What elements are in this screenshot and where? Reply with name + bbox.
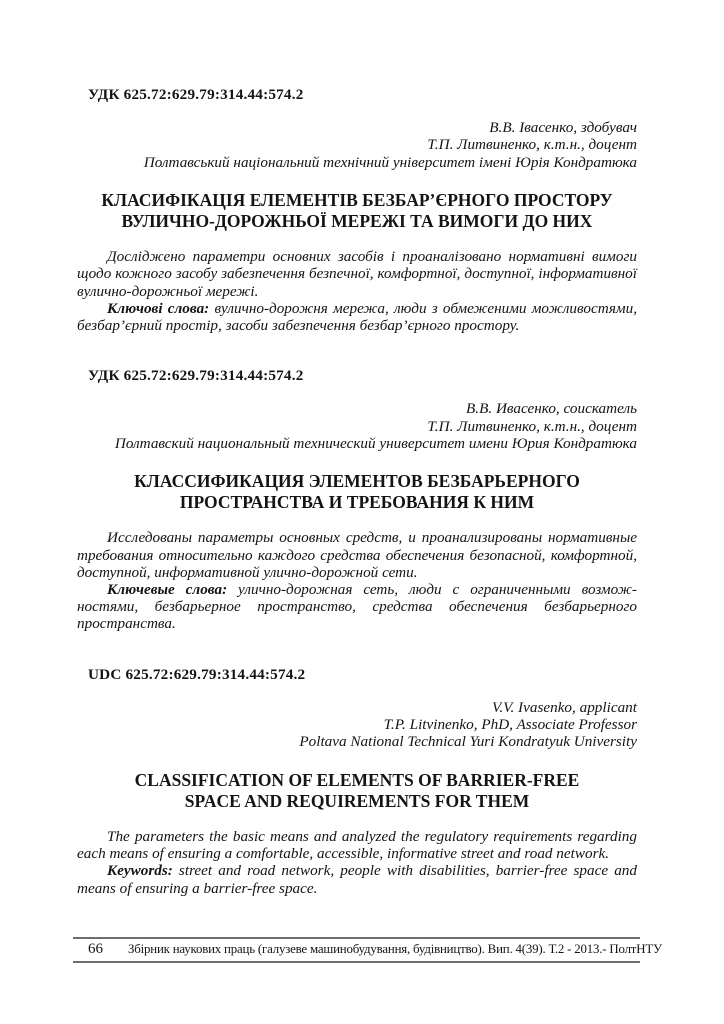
authors-block (77, 699, 637, 751)
paper-section (77, 666, 637, 897)
keywords (77, 581, 637, 633)
keyword-line: Ключевые слова: улично-дорожная сеть, люди с ограниченными возмож- (107, 581, 637, 599)
udc-code: УДК 625.72:629.79:314.44:574.2 (88, 86, 304, 103)
author-line: Полтавський національний технічний університет імені Юрія Кондратюка (143, 153, 637, 171)
title-line: ВУЛИЧНО-ДОРОЖНЬОЇ МЕРЕЖІ ТА ВИМОГИ ДО НИХ (121, 211, 593, 232)
keywords-label: Ключевые слова: (107, 581, 228, 599)
keywords-label: Keywords: (107, 862, 173, 880)
author-line: Poltava National Technical Yuri Kondratyuk University (299, 733, 637, 751)
title-line: ПРОСТРАНСТВА И ТРЕБОВАНИЯ К НИМ (179, 492, 535, 513)
title-line: SPACE AND REQUIREMENTS FOR THEM (184, 790, 530, 811)
title-line: CLASSIFICATION OF ELEMENTS OF BARRIER-FREE (134, 769, 580, 790)
section-title (77, 770, 637, 812)
keywords (77, 300, 637, 334)
paper-section (77, 86, 637, 334)
author-line: T.P. Litvinenko, PhD, Associate Professor (383, 716, 637, 734)
abstract (77, 529, 637, 581)
abstract-line: требования относительно каждого средства обеспечения безопасной, комфортной, (77, 546, 637, 564)
udc-code: UDC 625.72:629.79:314.44:574.2 (88, 665, 306, 683)
keyword-line: Keywords: street and road network, people with disabilities, barrier-free space and (107, 862, 637, 880)
author-line: Т.П. Литвиненко, к.т.н., доцент (427, 417, 637, 435)
keyword-line: Ключові слова: вулично-дорожня мережа, люди з обмеженими можливостями, (107, 299, 638, 317)
abstract-line: each means of ensuring a comfortable, accessible, informative street and road network. (77, 845, 610, 863)
authors-block (77, 119, 637, 171)
section-title (77, 190, 637, 232)
abstract-line: Досліджено параметри основних засобів і проаналізовано нормативні вимоги (107, 248, 637, 266)
abstract-line: вулично-дорожньої мережі. (77, 282, 259, 300)
section-title (77, 471, 637, 513)
abstract (77, 248, 637, 300)
abstract-line: щодо кожного засобу забезпечення безпечної, комфортної, доступної, інформативної (77, 265, 637, 283)
paper-section (77, 367, 637, 632)
udc-code: УДК 625.72:629.79:314.44:574.2 (88, 367, 304, 385)
keyword-line: ностями, безбарьерное пространство, средства обеспечения безбарьерного (77, 598, 637, 616)
keywords (77, 862, 637, 896)
keyword-line: пространства. (77, 615, 176, 633)
author-line: V.V. Ivasenko, applicant (492, 698, 637, 716)
authors-block (77, 400, 637, 452)
abstract-line: Исследованы параметры основных средств, и проанализированы нормативные (107, 529, 637, 547)
journal-citation: Збірник наукових праць (галузеве машинобудування, будівництво). Вип. 4(39). Т.2 - 2013.- ПолтНТУ (128, 942, 662, 956)
abstract (77, 828, 637, 862)
title-line: КЛАСИФІКАЦІЯ ЕЛЕМЕНТІВ БЕЗБАР’ЄРНОГО ПРОСТОРУ (101, 190, 613, 211)
abstract-line: доступной, информативной улично-дорожной сети. (77, 563, 418, 581)
keywords-label: Ключові слова: (107, 299, 210, 317)
keyword-line: means of ensuring a barrier-free space. (77, 879, 318, 897)
author-line: В.В. Івасенко, здобувач (489, 119, 637, 136)
abstract-line: The parameters the basic means and analyzed the regulatory requirements regarding (107, 827, 637, 845)
sections (77, 86, 637, 897)
author-line: Полтавский национальный технический университет имени Юрия Кондратюка (114, 435, 637, 453)
author-line: Т.П. Литвиненко, к.т.н., доцент (427, 136, 637, 154)
keyword-line: безбар’єрний простір, засоби забезпечення безбар’єрного простору. (77, 317, 520, 335)
page-number: 66 (88, 941, 103, 957)
title-line: КЛАССИФИКАЦИЯ ЭЛЕМЕНТОВ БЕЗБАРЬЕРНОГО (134, 471, 580, 492)
journal-footer (73, 937, 662, 963)
author-line: В.В. Ивасенко, соискатель (466, 400, 637, 418)
